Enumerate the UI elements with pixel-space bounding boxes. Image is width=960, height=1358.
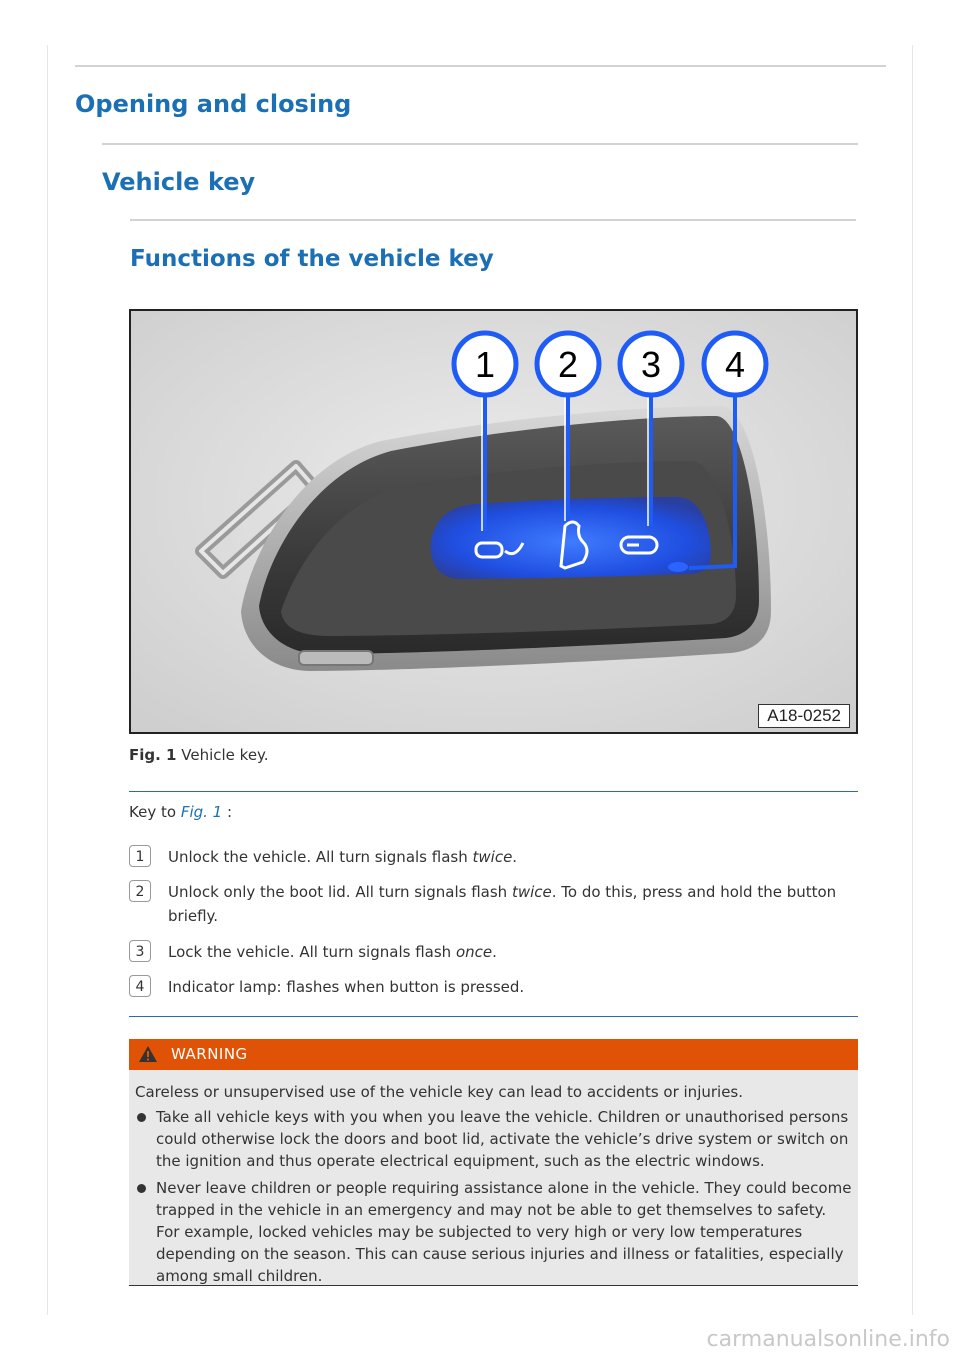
key-item-text: Lock the vehicle. All turn signals flash once. [168,943,497,961]
warning-title: WARNING [171,1045,248,1063]
key-prefix: Key to [129,803,177,821]
callout-3: 3 [640,344,662,385]
key-item-number: 3 [129,940,151,962]
topic-heading: Functions of the vehicle key [130,246,494,272]
figure-caption [129,746,269,764]
key-item-text: Unlock the vehicle. All turn signals flash twice. [168,848,518,866]
topic-rule [130,219,856,221]
warning-triangle-icon [138,1045,158,1063]
subsection-rule [102,143,858,145]
section-rule [75,65,886,67]
key-item-text: Indicator lamp: flashes when button is pressed. [168,978,525,996]
key-item-number: 4 [129,975,151,997]
vehicle-key-figure [129,309,858,734]
warning-bullet-2: Never leave children or people requiring assistance alone in the vehicle. They could become trapped in the vehicle in an emergency and may not be able to get themselves to safety. For example, locked vehicles may be subjected to very high or very low temperatures depending on the season. This can cause serious injuries and illness or fatalities, especially among small children. [156,1177,852,1287]
key-top-rule [129,791,858,792]
watermark: carmanualsonline.info [706,1327,950,1352]
subsection-heading: Vehicle key [102,168,256,196]
warning-intro: Careless or unsupervised use of the vehicle key can lead to accidents or injuries. [135,1083,744,1101]
key-item-number: 1 [129,845,151,867]
warning-box [129,1039,858,1286]
key-suffix: : [227,803,233,821]
figure-caption-label: Fig. 1 [129,746,177,764]
key-item-text: Unlock only the boot lid. All turn signals flash twice. To do this, press and hold the button briefly. [168,883,837,925]
figure-caption-text: Vehicle key. [181,746,269,764]
warning-header [129,1039,858,1070]
callout-1: 1 [474,344,496,385]
left-margin-line [47,45,48,1315]
figure-link[interactable]: Fig. 1 [180,803,223,821]
callout-2: 2 [557,344,579,385]
key-item-number: 2 [129,880,151,902]
right-margin-line [912,45,913,1315]
bullet-dot [137,1113,146,1122]
warning-bullet-1: Take all vehicle keys with you when you leave the vehicle. Children or unauthorised persons could otherwise lock the doors and boot lid, activate the vehicle’s drive system or switch on the ignition and thus operate electrical equipment, such as the electric windows. [156,1106,852,1172]
key-legend-intro [129,803,232,821]
section-heading: Opening and closing [75,90,352,118]
key-bottom-rule [129,1016,858,1017]
vehicle-key-illustration [131,311,856,732]
bullet-dot [137,1184,146,1193]
callout-4: 4 [724,344,746,385]
figure-code: A18-0252 [758,704,850,728]
